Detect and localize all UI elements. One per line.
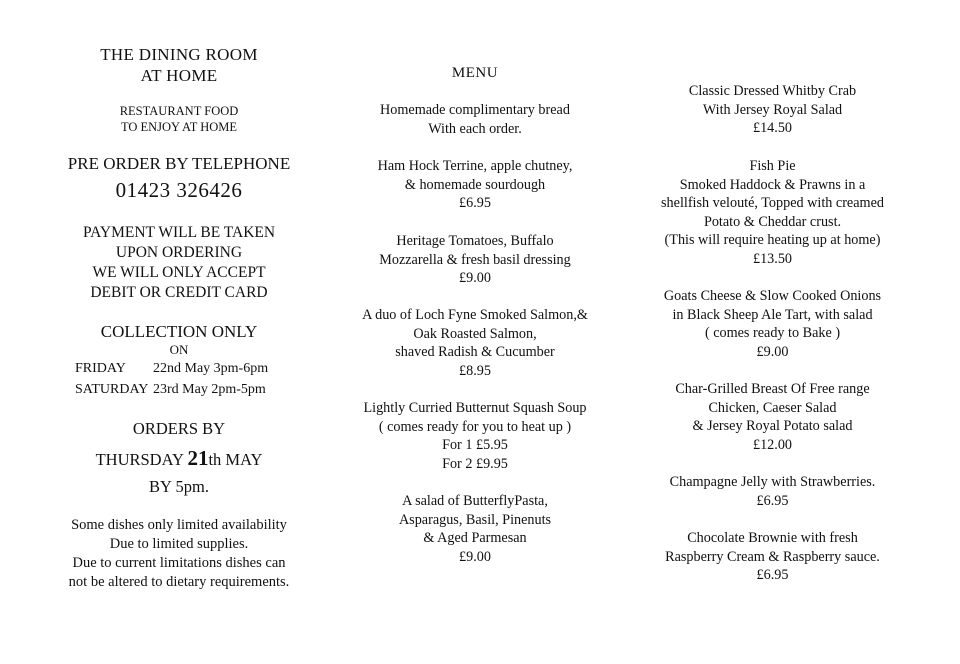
collection-time: 23rd May 2pm-5pm	[153, 382, 266, 397]
payment-line: DEBIT OR CREDIT CARD	[90, 284, 268, 301]
menu-item-line: Mozzarella & fresh basil dressing	[379, 251, 571, 268]
menu-item-line: & Aged Parmesan	[423, 530, 527, 547]
deadline-time: BY 5pm.	[149, 477, 209, 496]
phone-number: 01423 326426	[115, 178, 243, 202]
menu-item-price: £6.95	[756, 492, 789, 509]
menu-item-line: Heritage Tomatoes, Buffalo	[396, 233, 554, 249]
menu-item-line: shaved Radish & Cucumber	[395, 344, 555, 361]
order-deadline	[20, 446, 338, 472]
deadline-month: th MAY	[208, 450, 263, 469]
collection-day: FRIDAY	[75, 361, 126, 376]
menu-item-price: £9.00	[756, 343, 789, 360]
collection-day-row	[75, 380, 335, 400]
preorder-heading: PRE ORDER BY TELEPHONE	[67, 154, 291, 173]
collection-day-row	[75, 359, 335, 379]
collection-heading: COLLECTION ONLY	[100, 322, 258, 341]
menu-item-line: ( comes ready for you to heat up )	[378, 418, 572, 435]
menu-item-line: Classic Dressed Whitby Crab	[688, 83, 857, 99]
menu-item-line: ( comes ready to Bake )	[704, 325, 841, 342]
menu-item-chicken	[630, 380, 915, 454]
restaurant-subtitle	[20, 103, 338, 135]
menu-item-crab	[630, 82, 915, 138]
menu-item-line: A salad of ButterflyPasta,	[402, 493, 548, 509]
subtitle-line: TO ENJOY AT HOME	[120, 120, 238, 134]
menu-item-price: £9.00	[459, 270, 491, 287]
payment-line: WE WILL ONLY ACCEPT	[92, 264, 266, 281]
note-line: Some dishes only limited availability	[71, 517, 287, 533]
menu-item-brownie	[630, 529, 915, 585]
menu-title: MENU	[451, 65, 499, 81]
title-line: AT HOME	[140, 66, 218, 85]
menu-item-champagne-jelly	[630, 473, 915, 510]
menu-item-line: Homemade complimentary bread	[380, 102, 570, 118]
menu-item-line: Fish Pie	[749, 158, 796, 174]
menu-item-price: £9.00	[459, 548, 491, 565]
orders-by-heading: ORDERS BY	[132, 419, 226, 438]
menu-item-line: Potato & Cheddar crust.	[703, 213, 842, 230]
payment-notice	[20, 223, 338, 303]
menu-item-line: Goats Cheese & Slow Cooked Onions	[663, 288, 882, 304]
menu-item-pasta-salad	[330, 492, 620, 566]
menu-item-line: Champagne Jelly with Strawberries.	[669, 474, 876, 490]
menu-item-salmon	[330, 306, 620, 380]
menu-item-price: £12.00	[752, 436, 792, 453]
menu-item-line: & Jersey Royal Potato salad	[692, 418, 853, 435]
menu-item-line: shellfish velouté, Topped with creamed	[661, 195, 884, 212]
menu-item-fish-pie	[630, 157, 915, 269]
menu-item-line: & homemade sourdough	[404, 176, 546, 193]
subtitle-line: RESTAURANT FOOD	[119, 104, 239, 118]
menu-item-price: £13.50	[752, 250, 792, 267]
menu-item-line: (This will require heating up at home)	[664, 232, 881, 249]
menu-item-price: £8.95	[459, 362, 491, 379]
menu-item-line: With Jersey Royal Salad	[702, 101, 843, 118]
menu-item-line: Lightly Curried Butternut Squash Soup	[363, 400, 587, 416]
payment-line: UPON ORDERING	[115, 244, 243, 261]
note-line: Due to limited supplies.	[109, 536, 249, 552]
payment-line: PAYMENT WILL BE TAKEN	[82, 224, 276, 241]
deadline-date: 21	[187, 446, 209, 470]
menu-item-bread	[330, 101, 620, 138]
deadline-day: THURSDAY	[95, 450, 188, 469]
collection-day: SATURDAY	[75, 382, 149, 397]
menu-item-ham-hock	[330, 157, 620, 213]
availability-notes	[20, 516, 338, 592]
menu-item-price: £6.95	[756, 567, 789, 584]
menu-item-line: Smoked Haddock & Prawns in a	[679, 176, 866, 193]
collection-on: ON	[169, 342, 189, 357]
note-line: not be altered to dietary requirements.	[68, 574, 290, 590]
menu-item-soup	[330, 399, 620, 473]
menu-item-line: Chicken, Caeser Salad	[708, 399, 837, 416]
menu-item-line: Raspberry Cream & Raspberry sauce.	[665, 548, 880, 565]
menu-item-line: With each order.	[428, 120, 522, 137]
menu-item-tomatoes	[330, 232, 620, 288]
collection-time: 22nd May 3pm-6pm	[153, 361, 269, 376]
menu-item-line: in Black Sheep Ale Tart, with salad	[672, 306, 873, 323]
menu-item-line: Asparagus, Basil, Pinenuts	[398, 511, 552, 528]
menu-item-goats-cheese-tart	[630, 287, 915, 361]
menu-item-line: Chocolate Brownie with fresh	[687, 530, 858, 546]
note-line: Due to current limitations dishes can	[72, 555, 286, 571]
menu-item-line: A duo of Loch Fyne Smoked Salmon,&	[362, 307, 588, 323]
menu-item-price: £6.95	[459, 195, 491, 212]
menu-item-line: Char-Grilled Breast Of Free range	[675, 381, 870, 397]
menu-item-price: For 2 £9.95	[442, 455, 508, 472]
restaurant-title	[20, 44, 338, 86]
menu-item-line: Oak Roasted Salmon,	[413, 325, 537, 342]
menu-item-line: Ham Hock Terrine, apple chutney,	[377, 158, 573, 174]
menu-item-price: £14.50	[752, 120, 792, 137]
title-line: THE DINING ROOM	[100, 45, 258, 64]
menu-item-price: For 1 £5.95	[442, 437, 508, 454]
